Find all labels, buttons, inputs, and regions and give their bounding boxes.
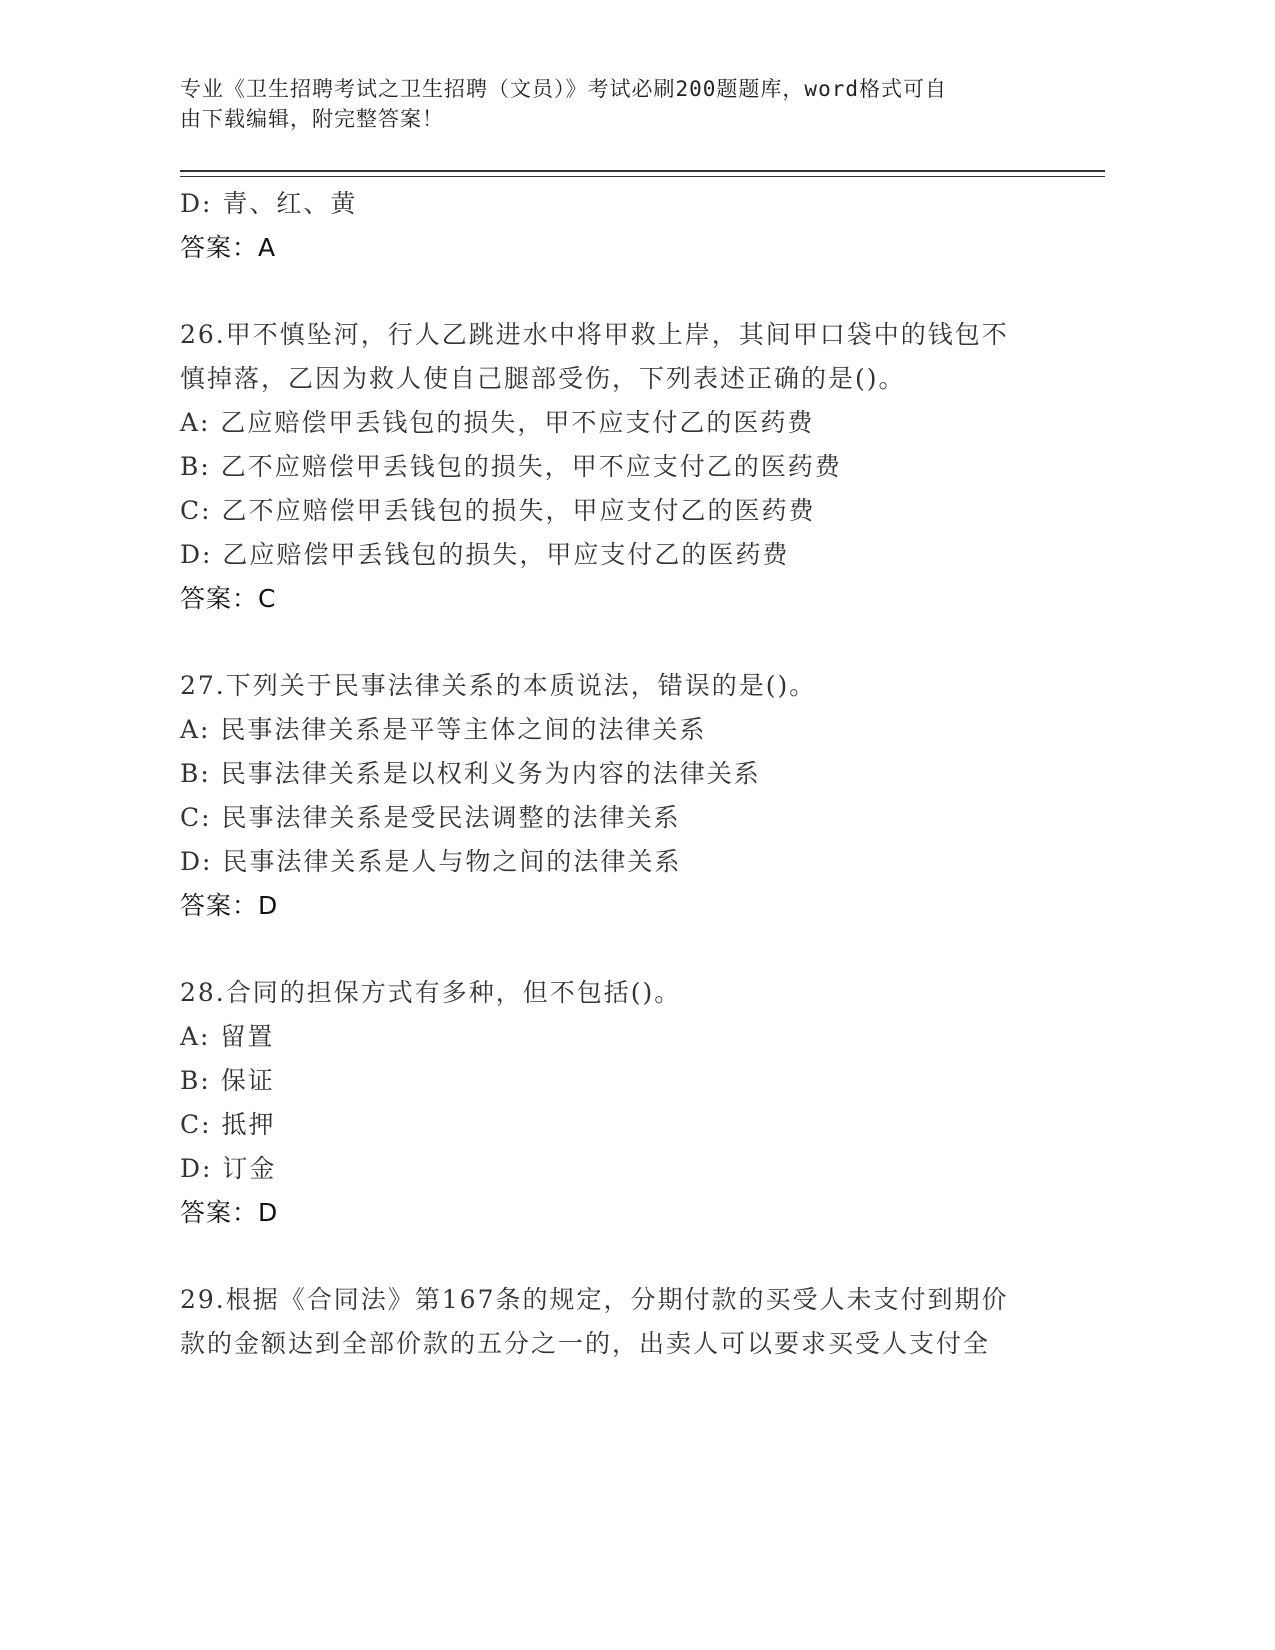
option-c: C: 乙不应赔偿甲丢钱包的损失，甲应支付乙的医药费 (180, 496, 816, 525)
option-a: A: 留置 (180, 1022, 275, 1051)
option-c: C: 抵押 (180, 1110, 276, 1139)
question-stem-line: 27.下列关于民事法律关系的本质说法，错误的是()。 (180, 671, 817, 700)
option-a: A: 乙应赔偿甲丢钱包的损失，甲不应支付乙的医药费 (180, 408, 815, 437)
header-rule-thin (180, 176, 1105, 177)
header-line-2: 由下载编辑，附完整答案！ (180, 107, 444, 131)
option-d: D: 乙应赔偿甲丢钱包的损失，甲应支付乙的医药费 (180, 540, 790, 569)
spacer (180, 621, 1040, 664)
question-stem-line: 28.合同的担保方式有多种，但不包括()。 (180, 978, 682, 1007)
option-b: B: 保证 (180, 1066, 275, 1095)
document-header (180, 74, 1040, 134)
lead-option-d: D: 青、红、黄 (180, 189, 358, 218)
header-line-1: 专业《卫生招聘考试之卫生招聘（文员）》考试必刷200题题库，word格式可自 (180, 77, 947, 101)
option-d: D: 订金 (180, 1154, 277, 1183)
answer-line: 答案：D (180, 891, 279, 920)
option-c: C: 民事法律关系是受民法调整的法律关系 (180, 803, 681, 832)
spacer (180, 1235, 1040, 1278)
answer-line: 答案：D (180, 1198, 279, 1227)
question-29 (180, 1278, 1040, 1366)
header-rule-thick (180, 170, 1105, 172)
question-stem-line: 款的金额达到全部价款的五分之一的，出卖人可以要求买受人支付全 (180, 1329, 991, 1358)
option-b: B: 乙不应赔偿甲丢钱包的损失，甲不应支付乙的医药费 (180, 452, 842, 481)
question-28 (180, 971, 1040, 1235)
spacer (180, 928, 1040, 971)
question-stem-line: 29.根据《合同法》第167条的规定，分期付款的买受人未支付到期价 (180, 1285, 1009, 1314)
question-stem-line: 慎掉落，乙因为救人使自己腿部受伤，下列表述正确的是()。 (180, 364, 906, 393)
document-body (180, 182, 1040, 1366)
answer-line: 答案：C (180, 584, 277, 613)
lead-answer: 答案：A (180, 233, 277, 262)
question-26 (180, 313, 1040, 621)
option-a: A: 民事法律关系是平等主体之间的法律关系 (180, 715, 707, 744)
spacer (180, 270, 1040, 313)
question-27 (180, 664, 1040, 928)
option-b: B: 民事法律关系是以权利义务为内容的法律关系 (180, 759, 761, 788)
option-d: D: 民事法律关系是人与物之间的法律关系 (180, 847, 682, 876)
question-stem-line: 26.甲不慎坠河，行人乙跳进水中将甲救上岸，其间甲口袋中的钱包不 (180, 320, 1009, 349)
